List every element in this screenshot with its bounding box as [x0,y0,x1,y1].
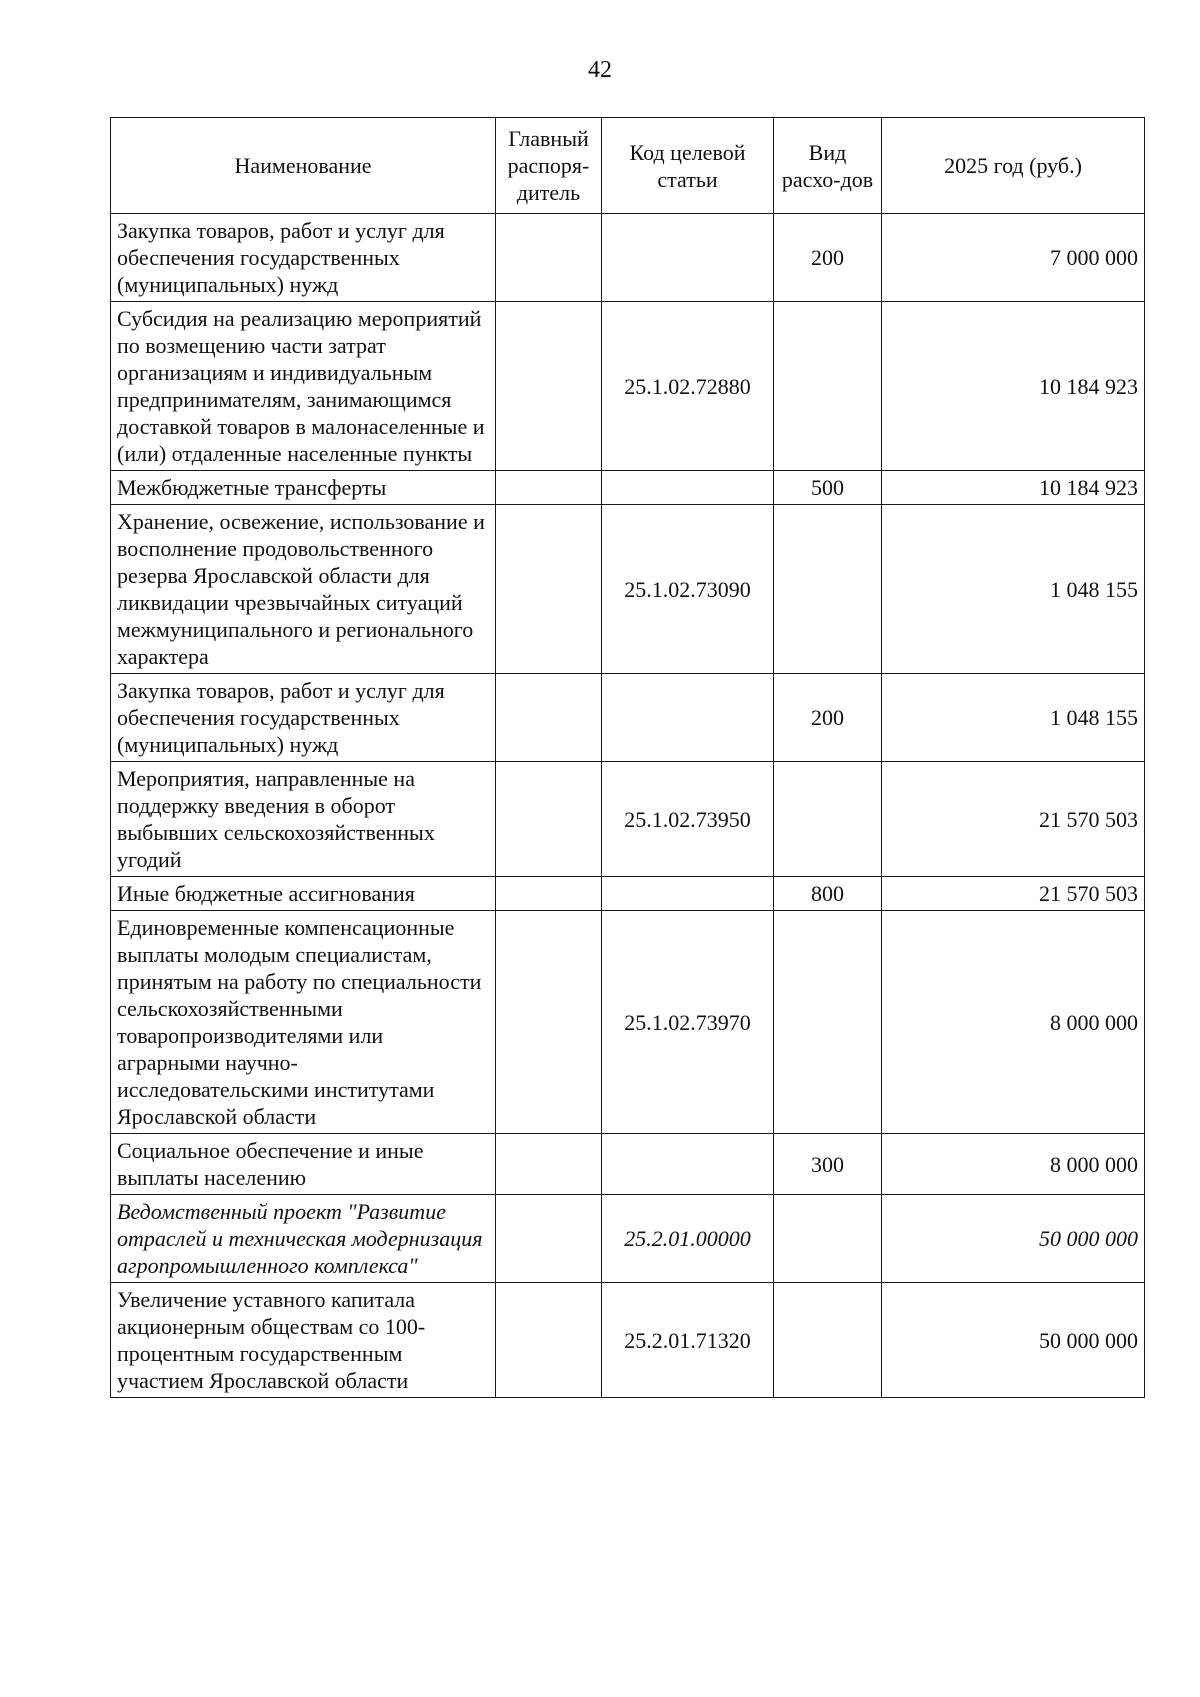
header-amount: 2025 год (руб.) [882,118,1145,214]
cell-name: Хранение, освежение, использование и восполнение продовольственного резерва Ярославской области для ликвидации чрезвычайных ситуаций межмуниципального и регионального характера [111,505,496,674]
cell-amount: 50 000 000 [882,1195,1145,1283]
cell-kind: 800 [774,877,882,911]
cell-amount: 21 570 503 [882,877,1145,911]
header-kind: Вид расхо-дов [774,118,882,214]
cell-manager [496,762,602,877]
cell-amount: 10 184 923 [882,302,1145,471]
cell-manager [496,471,602,505]
table-header-row [111,118,1145,214]
cell-amount: 1 048 155 [882,674,1145,762]
cell-code [602,214,774,302]
cell-manager [496,302,602,471]
cell-code: 25.2.01.71320 [602,1283,774,1398]
cell-amount: 10 184 923 [882,471,1145,505]
cell-manager [496,1134,602,1195]
cell-manager [496,214,602,302]
cell-kind [774,1195,882,1283]
cell-name: Закупка товаров, работ и услуг для обеспечения государственных (муниципальных) нужд [111,214,496,302]
cell-name: Закупка товаров, работ и услуг для обеспечения государственных (муниципальных) нужд [111,674,496,762]
table-row [111,214,1145,302]
cell-name: Иные бюджетные ассигнования [111,877,496,911]
cell-code: 25.1.02.73970 [602,911,774,1134]
header-code: Код целевой статьи [602,118,774,214]
cell-kind [774,505,882,674]
cell-kind [774,911,882,1134]
cell-code: 25.2.01.00000 [602,1195,774,1283]
cell-code: 25.1.02.72880 [602,302,774,471]
cell-manager [496,1195,602,1283]
cell-name: Межбюджетные трансферты [111,471,496,505]
cell-kind: 300 [774,1134,882,1195]
cell-manager [496,1283,602,1398]
cell-code: 25.1.02.73090 [602,505,774,674]
page-number: 42 [588,57,612,83]
cell-amount: 50 000 000 [882,1283,1145,1398]
cell-kind [774,1283,882,1398]
cell-amount: 8 000 000 [882,911,1145,1134]
table-row [111,302,1145,471]
table-row [111,1134,1145,1195]
cell-manager [496,911,602,1134]
cell-kind: 200 [774,214,882,302]
table-row [111,1283,1145,1398]
cell-manager [496,505,602,674]
table-row [111,674,1145,762]
header-manager: Главный распоря-дитель [496,118,602,214]
table-row [111,877,1145,911]
cell-amount: 1 048 155 [882,505,1145,674]
cell-code [602,674,774,762]
table-body [111,214,1145,1398]
cell-kind [774,762,882,877]
cell-code [602,1134,774,1195]
cell-amount: 21 570 503 [882,762,1145,877]
cell-manager [496,674,602,762]
budget-table [110,117,1145,1398]
cell-kind [774,302,882,471]
cell-manager [496,877,602,911]
cell-code: 25.1.02.73950 [602,762,774,877]
cell-name: Субсидия на реализацию мероприятий по возмещению части затрат организациям и индивидуальным предпринимателям, занимающимся доставкой товаров в малонаселенные и (или) отдаленные населенные пункты [111,302,496,471]
header-name: Наименование [111,118,496,214]
cell-code [602,471,774,505]
table-row [111,762,1145,877]
cell-name: Социальное обеспечение и иные выплаты населению [111,1134,496,1195]
cell-name: Мероприятия, направленные на поддержку введения в оборот выбывших сельскохозяйственных угодий [111,762,496,877]
table-row [111,1195,1145,1283]
cell-name: Увеличение уставного капитала акционерным обществам со 100-процентным государственным участием Ярославской области [111,1283,496,1398]
cell-kind: 500 [774,471,882,505]
cell-kind: 200 [774,674,882,762]
table-row [111,471,1145,505]
cell-name: Ведомственный проект "Развитие отраслей и техническая модернизация агропромышленного комплекса" [111,1195,496,1283]
table-row [111,505,1145,674]
cell-name: Единовременные компенсационные выплаты молодым специалистам, принятым на работу по специальности сельскохозяйственными товаропроизводителями или аграрными научно-исследовательскими институтами Ярославской области [111,911,496,1134]
cell-amount: 7 000 000 [882,214,1145,302]
cell-amount: 8 000 000 [882,1134,1145,1195]
cell-code [602,877,774,911]
table-row [111,911,1145,1134]
